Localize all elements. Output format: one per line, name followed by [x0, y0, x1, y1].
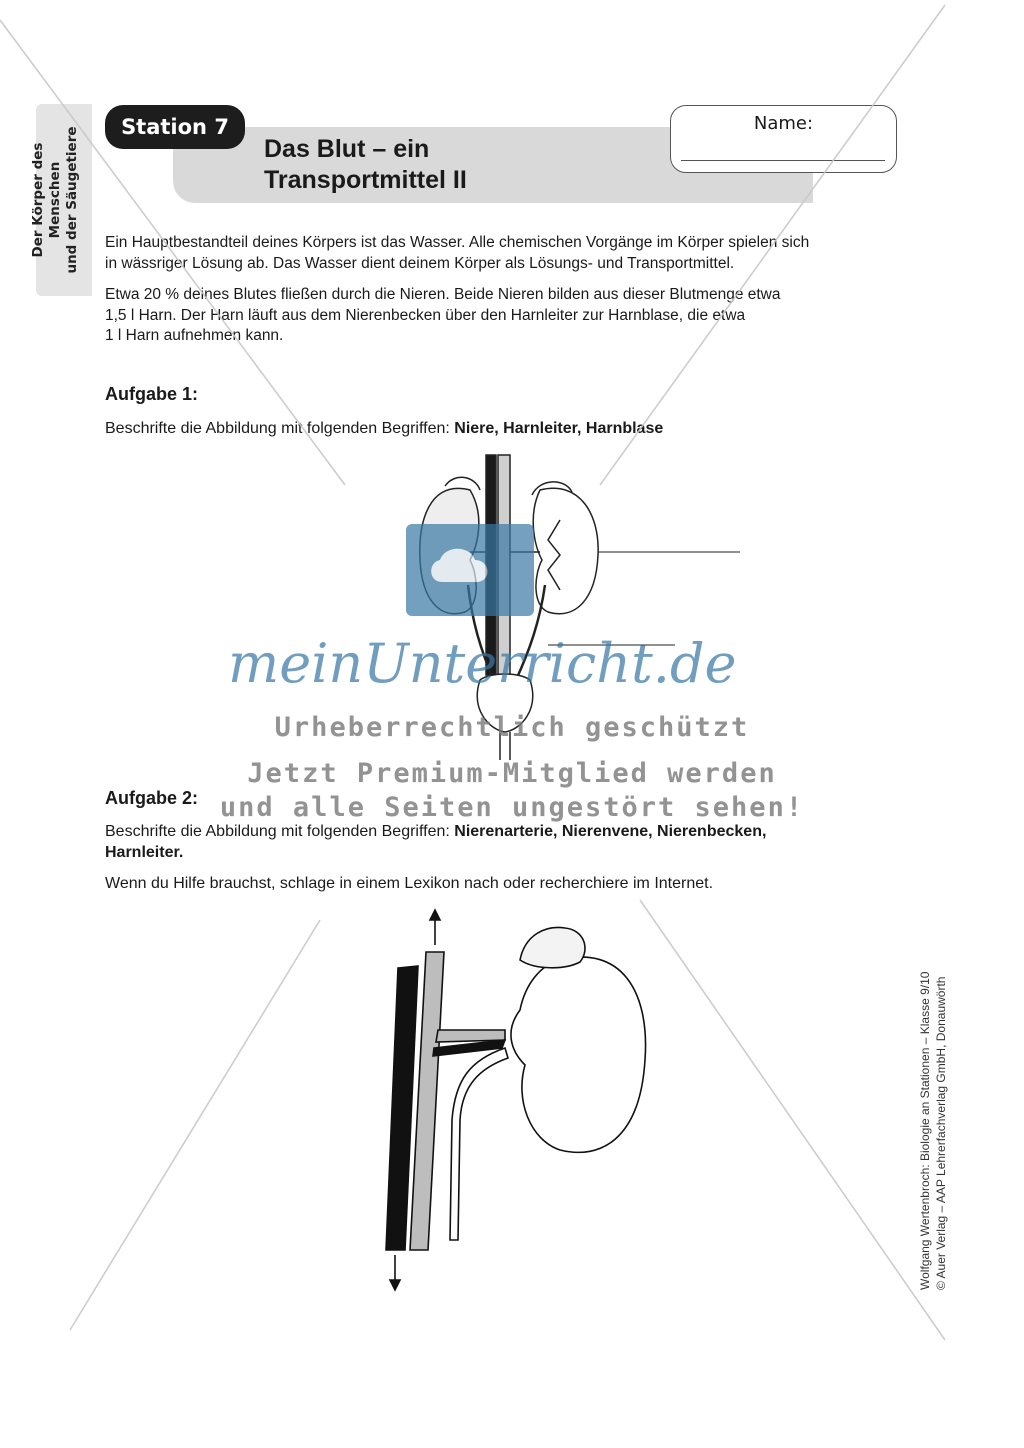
watermark-line2: Jetzt Premium-Mitglied werden — [247, 758, 777, 789]
publisher-credit — [917, 930, 951, 1290]
instruction-terms: Harnleiter. — [105, 844, 184, 861]
kidney-vessels-diagram — [386, 910, 646, 1290]
instruction-terms: Niere, Harnleiter, Harnblase — [454, 420, 664, 437]
credit-line2: © Auer Verlag – AAP Lehrerfachverlag GmbH, Donauwörth — [934, 976, 948, 1290]
task2-heading: Aufgabe 2: — [105, 788, 199, 808]
title-line2: Transportmittel II — [264, 166, 467, 194]
paragraph-line: in wässriger Lösung ab. Das Wasser dient deinem Körper als Lösungs- und Transportmittel. — [105, 254, 735, 272]
instruction-terms: Nierenarterie, Nierenvene, Nierenbecken, — [454, 823, 767, 840]
title-line1: Das Blut – ein — [264, 135, 430, 163]
side-tab-line2: und der Säugetiere — [63, 126, 80, 274]
watermark-line1: Urheberrechtlich geschützt — [274, 712, 750, 743]
watermark-logo: meinUnterricht.de — [228, 632, 737, 695]
task2-hint: Wenn du Hilfe brauchst, schlage in einem Lexikon nach oder recherchiere im Internet. — [105, 875, 714, 892]
paragraph-line: 1 l Harn aufnehmen kann. — [105, 327, 284, 344]
watermark-badge — [406, 524, 534, 616]
paragraph-line: Etwa 20 % deines Blutes fließen durch die Nieren. Beide Nieren bilden aus dieser Blutmenge etwa — [105, 286, 781, 303]
name-label: Name: — [753, 113, 814, 134]
instruction-text: Beschrifte die Abbildung mit folgenden Begriffen: — [105, 420, 455, 437]
instruction-text: Beschrifte die Abbildung mit folgenden Begriffen: — [105, 823, 455, 840]
side-tab-line1: Der Körper des Menschen — [29, 142, 63, 258]
paragraph-line: Ein Hauptbestandteil deines Körpers ist das Wasser. Alle chemischen Vorgänge im Körper spielen sich — [105, 234, 810, 251]
watermark-line3: und alle Seiten ungestört sehen! — [219, 792, 805, 823]
paragraph-line: 1,5 l Harn. Der Harn läuft aus dem Nierenbecken über den Harnleiter zur Harnblase, die etwa — [105, 306, 746, 324]
station-badge: Station 7 — [105, 105, 245, 149]
task1-heading: Aufgabe 1: — [105, 384, 199, 404]
credit-line1: Wolfgang Wertenbroch: Biologie an Stationen – Klasse 9/10 — [918, 971, 932, 1290]
